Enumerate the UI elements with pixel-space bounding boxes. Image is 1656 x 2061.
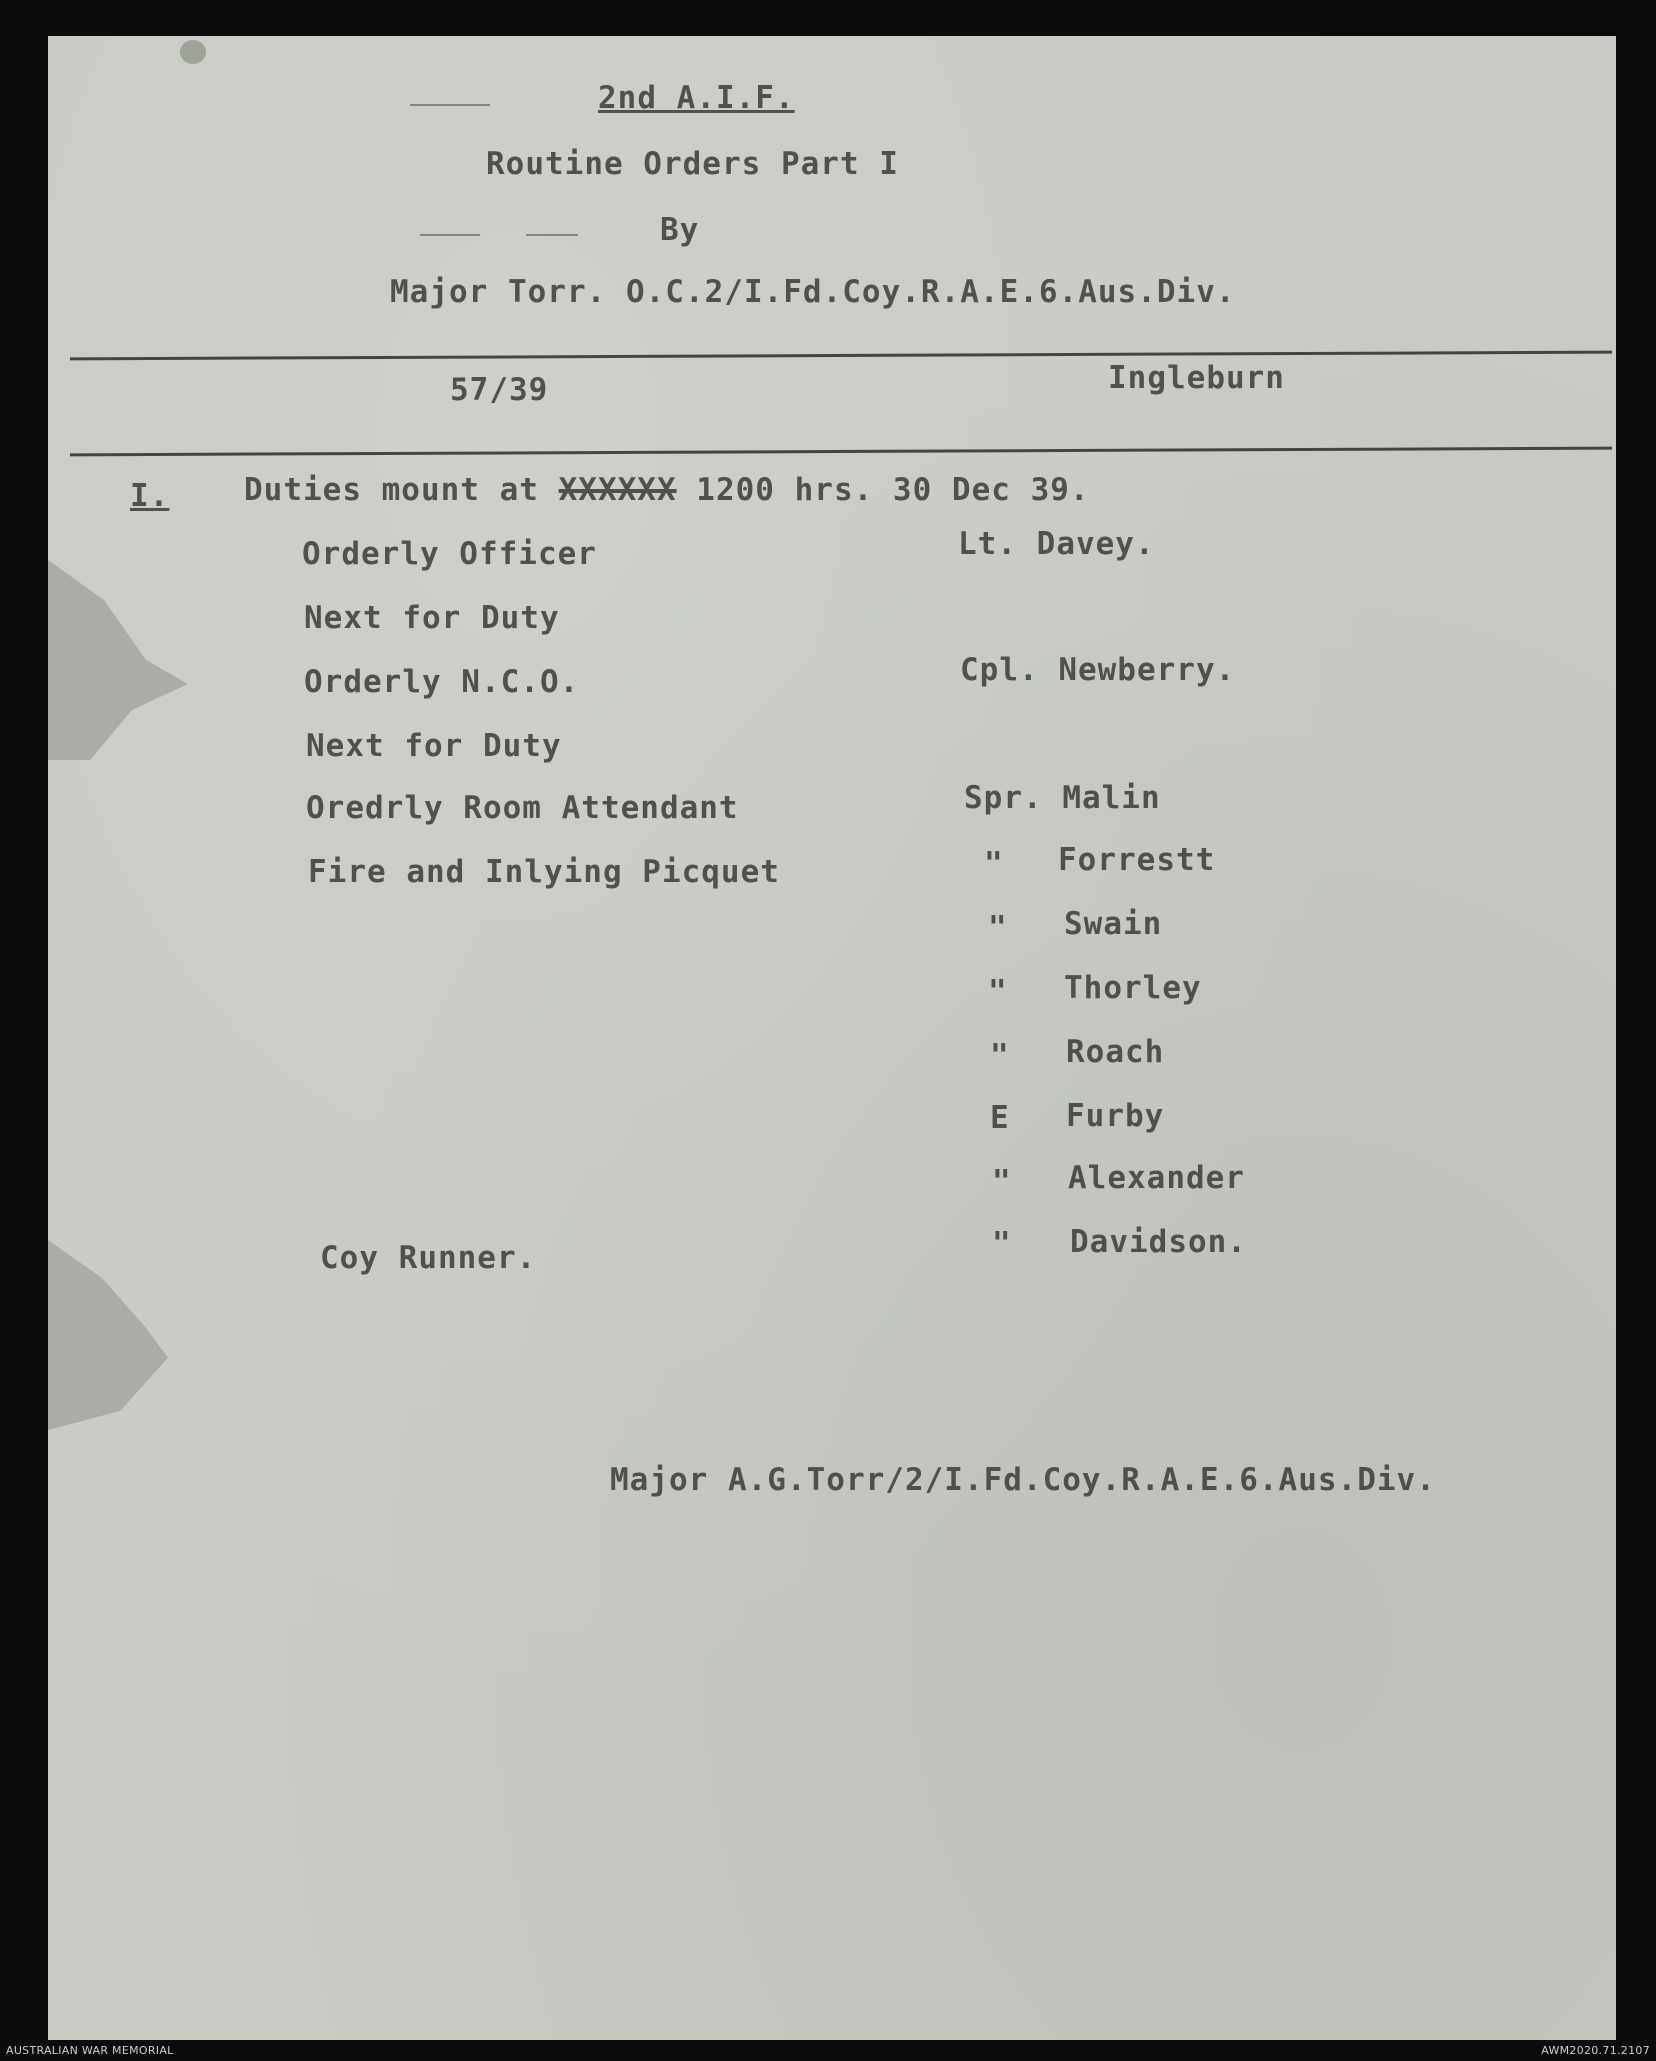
ditto-mark: E: [990, 1100, 1010, 1136]
duty-role: Orderly N.C.O.: [304, 664, 580, 700]
by-line: By: [660, 212, 700, 248]
ditto-mark: ": [992, 1164, 1012, 1200]
footer-institution: AUSTRALIAN WAR MEMORIAL: [6, 2044, 174, 2057]
ditto-mark: ": [988, 910, 1008, 946]
dash-line: [526, 234, 578, 236]
footer-reference: AWM2020.71.2107: [1541, 2044, 1650, 2057]
picquet-member: Swain: [1064, 906, 1163, 942]
picquet-member: Thorley: [1064, 970, 1202, 1006]
duty-name: Spr. Malin: [964, 780, 1161, 816]
section-intro-after: 1200 hrs. 30 Dec 39.: [696, 472, 1090, 508]
document-heading: 2nd A.I.F.: [598, 80, 795, 116]
section-intro-before: Duties mount at: [244, 472, 539, 508]
struck-text: XXXXXX: [558, 472, 677, 508]
duty-role: Next for Duty: [306, 728, 562, 764]
ditto-mark: ": [992, 1226, 1012, 1262]
document-subheading: Routine Orders Part I: [486, 146, 899, 182]
duty-name: Lt. Davey.: [958, 526, 1155, 562]
duty-role: Orderly Officer: [302, 536, 597, 572]
section-intro: [244, 472, 1090, 508]
ditto-mark: ": [990, 1038, 1010, 1074]
order-number: 57/39: [450, 372, 549, 408]
dash-line: [420, 234, 480, 236]
duty-role: Fire and Inlying Picquet: [308, 854, 780, 890]
duty-name: Cpl. Newberry.: [960, 652, 1236, 688]
location: Ingleburn: [1108, 360, 1285, 396]
signature-line: Major A.G.Torr/2/I.Fd.Coy.R.A.E.6.Aus.Div.: [610, 1462, 1436, 1498]
picquet-member: Alexander: [1068, 1160, 1245, 1196]
duty-role: Oredrly Room Attendant: [306, 790, 739, 826]
runner-role: Coy Runner.: [320, 1240, 537, 1276]
ditto-mark: ": [988, 974, 1008, 1010]
ditto-mark: ": [984, 846, 1004, 882]
paper-sheet: [48, 36, 1616, 2040]
picquet-member: Roach: [1066, 1034, 1165, 1070]
ink-smudge: [180, 40, 206, 64]
issuer-line: Major Torr. O.C.2/I.Fd.Coy.R.A.E.6.Aus.Div.: [390, 274, 1236, 310]
section-number: I.: [130, 478, 170, 514]
runner-name: Davidson.: [1070, 1224, 1247, 1260]
picquet-member: Furby: [1066, 1098, 1165, 1134]
duty-name: Forrestt: [1058, 842, 1216, 878]
duty-role: Next for Duty: [304, 600, 560, 636]
dash-line: [410, 104, 490, 106]
